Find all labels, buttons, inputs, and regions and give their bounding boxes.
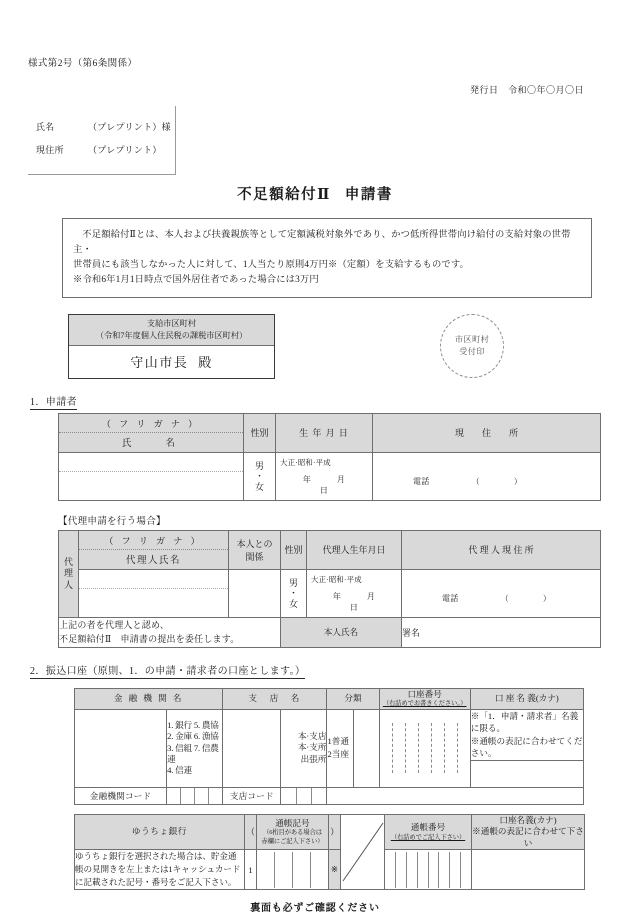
applicant-address-input-cell[interactable]	[373, 452, 601, 500]
yucho-account-name-header	[472, 814, 585, 850]
municipality-header-line-2: （令和7年度個人住民税の課税市区町村）	[95, 331, 248, 341]
applicant-tel-open-paren: （	[471, 476, 480, 486]
bank-account-name-input[interactable]	[470, 760, 583, 787]
preprint-box	[28, 106, 176, 175]
applicant-gender-female[interactable]: 女	[254, 481, 264, 492]
municipality-header-line-1: 支給市区町村	[146, 319, 197, 329]
bank-institution-kind-2: 2. 金庫 6. 漁協	[167, 731, 219, 742]
page-title-sub: 申請書	[344, 187, 393, 203]
reception-stamp-placeholder	[440, 314, 504, 378]
yucho-input-row	[75, 850, 585, 890]
municipality-header	[69, 315, 274, 346]
bank-account-number-input[interactable]	[379, 709, 470, 787]
yucho-symbol-marker: ※	[329, 850, 341, 890]
proxy-gender-header: 性別	[281, 530, 307, 569]
yucho-symbol-title: 通帳記号	[275, 817, 310, 828]
bank-institution-kind-list[interactable]	[167, 709, 223, 787]
applicant-furigana-label: （ フ リ ガ ナ ）	[59, 414, 243, 433]
proxy-relation-line-1: 本人との	[236, 538, 273, 549]
bank-section	[28, 648, 602, 682]
proxy-vertical-label-1: 代	[63, 557, 73, 568]
bank-branch-kind-3: 出張所	[300, 754, 327, 765]
applicant-section	[28, 379, 602, 413]
bank-account-name-header: 口 座 名 義(カナ)	[470, 688, 583, 709]
proxy-address-input-cell[interactable]	[402, 569, 601, 617]
yucho-bank-name: ゆうちょ銀行	[75, 814, 245, 850]
proxy-gender-male[interactable]: 男	[288, 577, 298, 588]
bank-deposit-kind-list[interactable]	[327, 709, 353, 787]
proxy-commission-row	[59, 617, 601, 647]
bank-branch-code-label: 支店コード	[223, 787, 281, 804]
municipality-honorific: 殿	[198, 354, 213, 370]
applicant-section-heading: 1．申請者	[30, 393, 77, 410]
bank-kind-header: 分類	[327, 688, 379, 709]
bank-branch-code-cells[interactable]	[281, 788, 326, 804]
bank-account-number-note: （右詰めでお書きください。）	[382, 700, 467, 708]
yucho-number-note: （右詰めでご記入下さい）	[390, 833, 466, 841]
proxy-section-heading: 【代理申請を行う場合】	[58, 516, 166, 527]
proxy-birthdate-header: 代理人生年月日	[307, 530, 402, 569]
bank-institution-code-input[interactable]	[167, 787, 223, 804]
proxy-era-options[interactable]: 大正·昭和·平成	[311, 574, 362, 584]
description-box	[62, 218, 592, 298]
applicant-year-label: 年	[302, 474, 312, 484]
proxy-signature-cell[interactable]	[402, 617, 601, 647]
yucho-symbol-paren-close: ）	[329, 814, 341, 850]
applicant-tel-close-paren: ）	[513, 476, 523, 486]
yucho-fixed-digit: 1	[245, 850, 257, 890]
proxy-signature-label: 署名	[402, 627, 421, 638]
proxy-ymd-labels	[307, 585, 401, 613]
yucho-symbol-paren-open: （	[245, 814, 257, 850]
applicant-name-label: 氏 名	[121, 438, 180, 449]
municipality-row	[28, 314, 602, 379]
yucho-diagonal-cell	[341, 814, 385, 889]
proxy-name-input-cell[interactable]	[79, 569, 229, 617]
proxy-self-name-label: 本人氏名	[281, 617, 402, 647]
applicant-input-row	[59, 452, 601, 500]
issue-date: 発行日 令和〇年〇月〇日	[469, 85, 584, 95]
proxy-name-header-cell	[79, 530, 229, 569]
yucho-symbol-header	[257, 814, 329, 850]
bank-institution-kind-3: 3. 信組 7. 信農連	[167, 742, 219, 764]
proxy-commission-text	[59, 617, 281, 647]
form-sheet	[28, 55, 602, 914]
proxy-table	[58, 530, 601, 648]
footer-note: 裏面も必ずご確認ください	[250, 903, 380, 914]
bank-account-number-header	[379, 688, 470, 709]
applicant-day-label: 日	[319, 485, 329, 495]
bank-code-row-filler	[327, 787, 584, 804]
yucho-header-row	[75, 814, 585, 850]
proxy-address-header: 代 理 人 現 住 所	[402, 530, 601, 569]
applicant-ymd-labels	[276, 468, 372, 496]
yucho-account-name-input[interactable]	[472, 850, 585, 890]
applicant-table	[58, 413, 601, 501]
applicant-gender-header: 性別	[244, 413, 276, 452]
page-title-main: 不足額給付Ⅱ	[237, 187, 331, 203]
bank-input-row	[75, 709, 584, 760]
preprint-name-row	[36, 120, 171, 133]
stamp-line-2: 受付印	[459, 347, 485, 357]
applicant-month-label: 月	[336, 474, 346, 484]
description-line-3: ※令和6年1月1日時点で国外居住者であった場合には3万円	[73, 275, 319, 286]
preprint-name-label: 氏名	[36, 122, 55, 132]
yucho-number-title: 通帳番号	[410, 822, 446, 832]
bank-branch-kind-2: 本·支所	[297, 742, 327, 753]
proxy-birthdate-input-cell[interactable]	[307, 569, 402, 617]
applicant-birthdate-input-cell[interactable]	[276, 452, 373, 500]
preprint-address-row	[36, 143, 171, 156]
applicant-name-header-cell	[59, 413, 244, 452]
applicant-address-header: 現 住 所	[373, 413, 601, 452]
preprint-address-label: 現住所	[36, 145, 64, 155]
municipality-mayor-row	[69, 346, 274, 378]
bank-code-row	[75, 787, 584, 804]
yucho-number-header	[385, 814, 472, 850]
proxy-year-label: 年	[332, 591, 342, 601]
bank-branch-kind-1: 本·支店	[297, 730, 327, 741]
bank-institution-code-label: 金融機関コード	[75, 787, 167, 804]
applicant-birthdate-header: 生 年 月 日	[276, 413, 373, 452]
applicant-tel-row	[373, 466, 600, 487]
proxy-tel-label: 電話	[442, 593, 459, 603]
proxy-input-row	[59, 569, 601, 617]
applicant-gender-male[interactable]: 男	[254, 460, 264, 471]
proxy-vertical-label	[59, 530, 79, 617]
yucho-account-name-note: ※通帳の表記に合わせて下さい	[472, 826, 584, 848]
yucho-account-table	[74, 814, 585, 890]
yucho-symbol-note-1: （6桁目がある場合は	[263, 829, 322, 837]
proxy-commission-line-2: 不足額給付Ⅱ 申請書の提出を委任します。	[59, 634, 240, 645]
yucho-symbol-note-2: 赤欄にご記入下さい）	[261, 837, 324, 845]
proxy-name-label: 代理人氏名	[125, 555, 181, 566]
applicant-tel-label: 電話	[413, 476, 430, 486]
bank-account-table	[74, 688, 584, 805]
form-number: 様式第2号（第6条関係）	[28, 59, 138, 69]
bank-branch-kind-list[interactable]	[281, 709, 327, 787]
bank-institution-kind-1: 1. 銀行 5. 農協	[167, 719, 219, 730]
proxy-tel-open-paren: （	[500, 593, 509, 603]
bank-account-number-cells[interactable]	[380, 723, 470, 773]
yucho-instruction-note: ゆうちょ銀行を選択された場合は、貯金通帳の見開きを左上または1キャッシュカードに記載された記号・番号をご記入下さい。	[75, 850, 245, 890]
proxy-gender-female[interactable]: 女	[288, 598, 298, 609]
proxy-furigana-label: （ フ リ ガ ナ ）	[79, 531, 228, 550]
stamp-line-1: 市区町村	[454, 334, 490, 344]
bank-section-heading: 2．振込口座（原則、1．の申請・請求者の口座とします。）	[30, 662, 305, 679]
bank-branch-header: 支 店 名	[223, 688, 327, 709]
page-title	[28, 183, 602, 204]
bank-deposit-kind-1: 1普通	[327, 736, 349, 747]
bank-deposit-kind-input[interactable]	[353, 709, 379, 787]
bank-institution-header: 金 融 機 関 名	[75, 688, 223, 709]
proxy-header-row	[59, 530, 601, 569]
bank-branch-input[interactable]	[223, 709, 281, 787]
bank-header-row	[75, 688, 584, 709]
proxy-gender-select[interactable]	[281, 569, 307, 617]
description-line-2: 世帯員にも該当しなかった人に対して、1人当たり原則4万円※（定額）を支給するものです。	[73, 260, 469, 271]
proxy-commission-line-1: 上記の者を代理人と認め、	[59, 619, 170, 630]
proxy-gender-separator: ・	[288, 588, 298, 599]
applicant-name-input-cell[interactable]	[59, 452, 244, 500]
description-line-1: 不足額給付Ⅱとは、本人および扶養親族等として定額減税対象外であり、かつ低所得世帯向け給付の支給対象の世帯主・	[73, 230, 571, 256]
bank-branch-code-input[interactable]	[281, 787, 327, 804]
proxy-month-label: 月	[366, 591, 376, 601]
yucho-account-name-title: 口座名義(カナ)	[499, 814, 557, 825]
preprint-name-value: （プレプリント）様	[88, 122, 171, 132]
proxy-tel-row	[402, 583, 600, 604]
bank-account-name-note-2: ※通帳の表記に合わせてください。	[470, 735, 583, 759]
proxy-relation-input-cell[interactable]	[229, 569, 281, 617]
preprint-address-value: （プレプリント）	[88, 145, 162, 155]
proxy-relation-line-2: 関係	[245, 551, 264, 562]
proxy-day-label: 日	[349, 602, 359, 612]
municipality-mayor: 守山市長	[130, 354, 189, 370]
yucho-symbol-cells[interactable]	[257, 852, 328, 888]
proxy-vertical-label-2: 理	[63, 568, 73, 579]
applicant-gender-select[interactable]	[244, 452, 276, 500]
bank-account-number-title: 口座番号	[407, 688, 442, 699]
yucho-symbol-input[interactable]	[257, 850, 329, 890]
proxy-tel-close-paren: ）	[542, 593, 552, 603]
applicant-header-row	[59, 413, 601, 452]
applicant-gender-separator: ・	[254, 471, 264, 482]
bank-deposit-kind-2: 2当座	[327, 749, 349, 760]
bank-institution-code-cells[interactable]	[167, 788, 222, 804]
yucho-number-input[interactable]	[385, 850, 472, 890]
bank-account-name-note-1: ※「1．申請・請求者」名義に限る。	[470, 710, 579, 734]
proxy-relation-header	[229, 530, 281, 569]
bank-institution-kind-4: 4. 信連	[167, 765, 192, 776]
diagonal-line-icon	[341, 821, 385, 883]
municipality-box	[68, 314, 275, 379]
applicant-era-options[interactable]: 大正·昭和·平成	[280, 457, 331, 467]
bank-account-name-notes	[470, 709, 583, 760]
yucho-number-cells[interactable]	[385, 852, 471, 888]
proxy-vertical-label-3: 人	[63, 579, 73, 590]
bank-institution-input[interactable]	[75, 709, 167, 787]
